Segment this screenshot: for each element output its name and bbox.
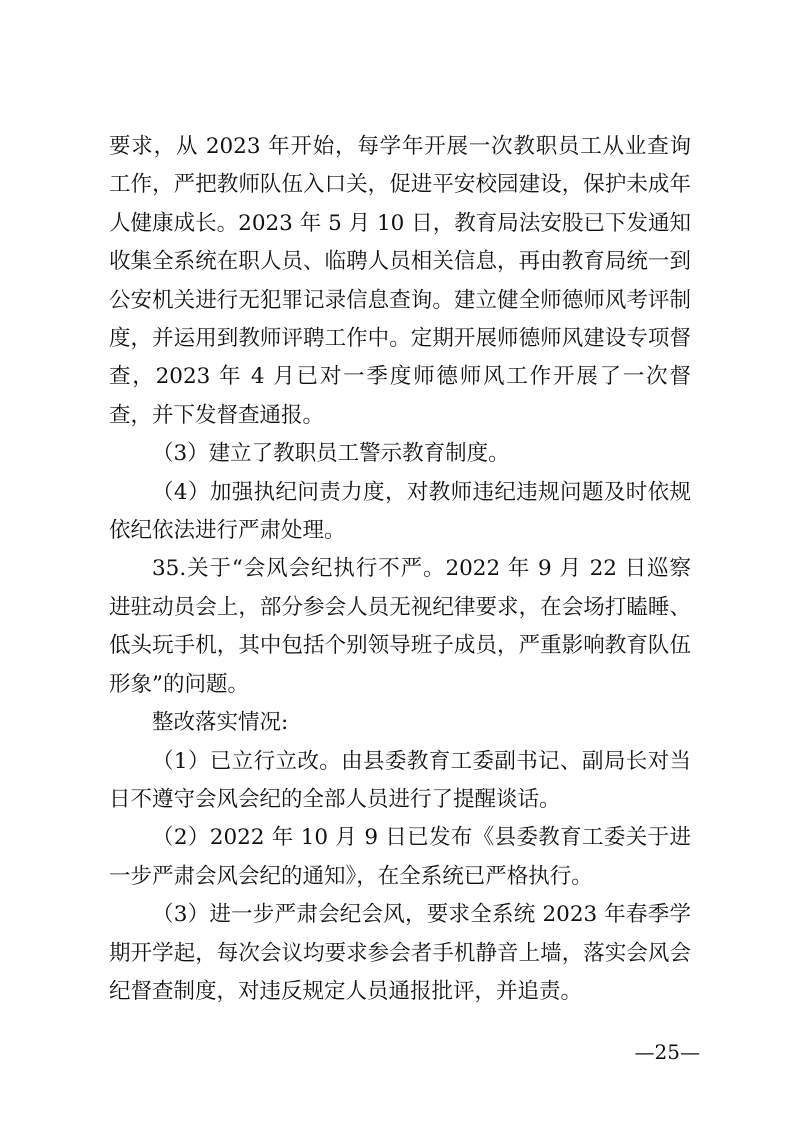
paragraph-4: 35.关于“会风会纪执行不严。2022 年 9 月 22 日巡察进驻动员会上，部分参会人员无视纪律要求，在会场打瞌睡、低头玩手机，其中包括个别领导班子成员，严重影响教育队伍形象”的问题。 <box>109 556 691 697</box>
paragraph-5: 整改落实情况: <box>152 710 289 736</box>
paragraph-2: （3）建立了教职员工警示教育制度。 <box>152 441 510 467</box>
paragraph-3: （4）加强执纪问责力度，对教师违纪违规问题及时依规依纪依法进行严肃处理。 <box>109 479 691 544</box>
page-number: —25— <box>634 1040 700 1064</box>
paragraph-7: （2）2022 年 10 月 9 日已发布《县委教育工委关于进一步严肃会风会纪的通知》，在全系统已严格执行。 <box>109 825 691 889</box>
paragraph-8: （3）进一步严肃会纪会风，要求全系统 2023 年春季学期开学起，每次会议均要求参会者手机静音上墙，落实会风会纪督查制度，对违反规定人员通报批评，并追责。 <box>109 902 691 1004</box>
paragraph-6: （1）已立行立改。由县委教育工委副书记、副局长对当日不遵守会风会纪的全部人员进行了提醒谈话。 <box>109 748 691 812</box>
paragraph-1: 要求，从 2023 年开始，每学年开展一次教职员工从业查询工作，严把教师队伍入口关，促进平安校园建设，保护未成年人健康成长。2023 年 5 月 10 日，教育局法安股已下发通知收集全系统在职人员、临聘人员相关信息，再由教育局统一到公安机关进行无犯罪记录信息查询。建立健全师德师风考评制度，并运用到教师评聘工作中。定期开展师德师风建设专项督查，2023 年 4 月已对一季度师德师风工作开展了一次督查，并下发督查通报。 <box>109 134 691 428</box>
body-text <box>109 128 691 1011</box>
